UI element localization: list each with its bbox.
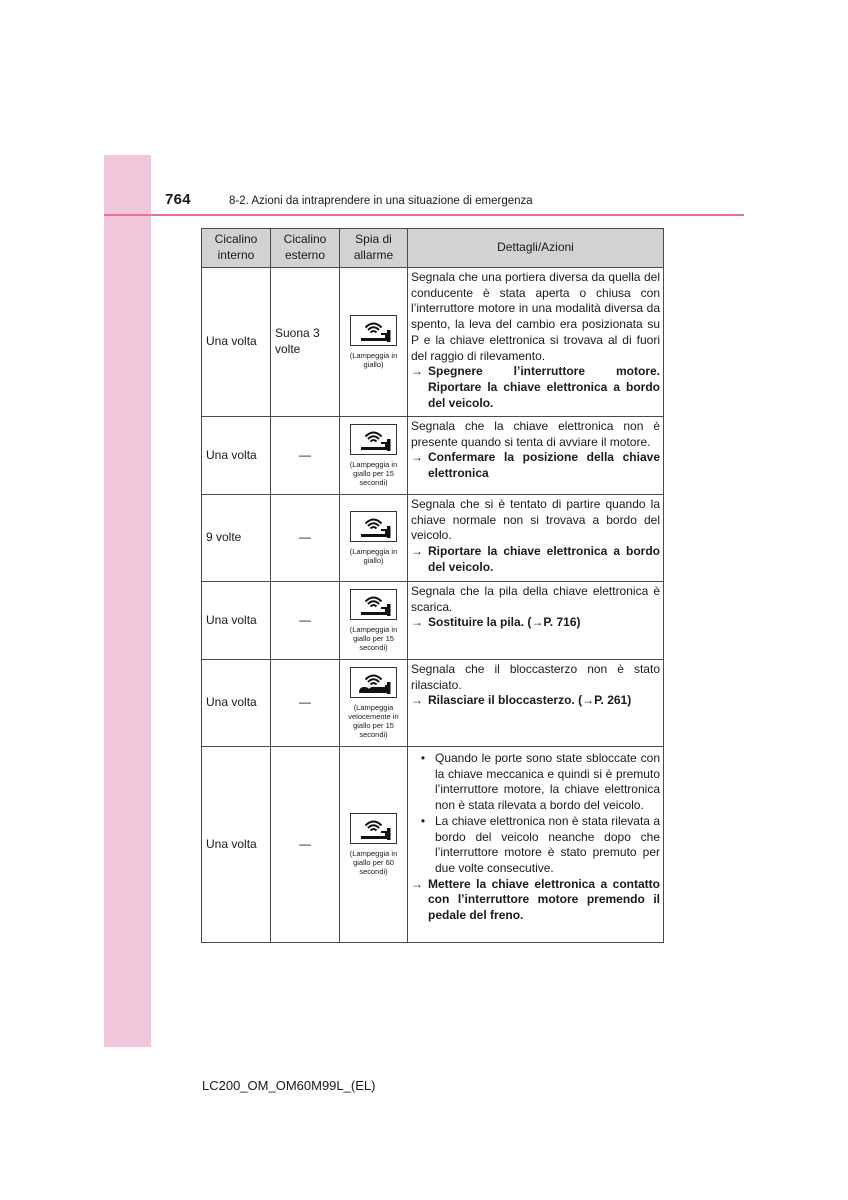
action-line [411,615,660,631]
bullet-mark: • [420,813,426,828]
action-line [411,450,660,481]
arrow-icon: → [411,693,423,708]
details-cell [408,660,664,747]
warning-light-cell [340,495,408,582]
action-text: Sostituire la pila. (→P. 716) [428,615,581,630]
warning-light-cell [340,582,408,660]
action-text: Mettere la chiave elettronica a contatto con l’interruttore motore premendo il pedale del freno. [428,876,660,923]
external-buzzer-cell: — [271,660,340,747]
bullet-item [411,814,660,877]
bullet-item [411,751,660,814]
details-cell [408,417,664,495]
action-text: Riportare la chiave elettronica a bordo del veicolo. [428,544,660,574]
table-row [202,495,664,582]
smart-key-warning-icon [350,511,397,542]
action-text: Spegnere l’interruttore motore. Riportare la chiave elettronica a bordo del veicolo. [428,364,660,410]
smart-key-warning-icon [350,315,397,346]
action-line [411,877,660,924]
action-text: Rilasciare il bloccasterzo. (→P. 261) [428,693,632,708]
details-cell [408,582,664,660]
internal-buzzer-cell: Una volta [202,747,271,943]
details-text: Segnala che una portiera diversa da quella del conducente è stata aperta o chiusa con l’interruttore motore in una modalità diversa da spento, la leva del cambio era posizionata su P e la chiave elettronica si trovava al di fuori del raggio di rilevamento. [411,270,660,363]
external-buzzer-cell: — [271,582,340,660]
bullet-mark: • [420,751,426,765]
bullet-text: La chiave elettronica non è stata rilevata a bordo del veicolo neanche dopo che l’interruttore motore è stato premuto per due volte consecutive. [435,813,660,875]
warning-light-cell [340,747,408,943]
table-row [202,660,664,747]
action-text: Confermare la posizione della chiave elettronica [428,450,660,481]
column-header-warning-light: Spia di allarme [340,229,408,268]
table-row [202,747,664,943]
smart-key-warning-icon [350,424,397,455]
arrow-icon: → [411,876,423,891]
column-header-details: Dettagli/Azioni [408,229,664,268]
arrow-icon: → [411,615,423,630]
header-rule [104,214,744,216]
smart-key-warning-icon [350,813,397,844]
details-text: Segnala che la chiave elettronica non è presente quando si tenta di avviare il motore. [411,419,660,449]
internal-buzzer-cell: Una volta [202,417,271,495]
arrow-icon: → [411,364,423,379]
external-buzzer-cell: — [271,417,340,495]
arrow-icon: → [411,450,423,465]
action-line [411,544,660,575]
internal-buzzer-cell: Una volta [202,268,271,417]
internal-buzzer-cell: Una volta [202,582,271,660]
details-cell [408,747,664,943]
page-number: 764 [165,191,191,208]
warning-light-caption: (Lampeggia in giallo per 15 secondi) [349,460,398,488]
details-cell [408,495,664,582]
external-buzzer-cell: Suona 3 volte [271,268,340,417]
internal-buzzer-cell: Una volta [202,660,271,747]
warning-light-caption: (Lampeggia in giallo) [349,351,398,370]
bullet-text: Quando le porte sono state sbloccate con la chiave meccanica e quindi si è premuto l’interruttore motore, la chiave elettronica non è stata rilevata a bordo del veicolo. [435,751,660,813]
arrow-icon: → [411,544,423,559]
warning-light-caption: (Lampeggia velocemente in giallo per 15 secondi) [348,703,399,740]
action-line [411,364,660,411]
details-text: Segnala che la pila della chiave elettronica è scarica. [411,584,660,614]
smart-key-steering-lock-warning-icon [350,667,397,698]
warning-light-cell [340,268,408,417]
warning-light-cell [340,660,408,747]
warning-light-caption: (Lampeggia in giallo per 15 secondi) [349,625,398,653]
action-line [411,693,660,709]
table-row [202,417,664,495]
details-text: Segnala che il bloccasterzo non è stato rilasciato. [411,662,660,692]
table-row [202,582,664,660]
external-buzzer-cell: — [271,747,340,943]
internal-buzzer-cell: 9 volte [202,495,271,582]
section-side-tab [104,155,151,1047]
section-title: 8-2. Azioni da intraprendere in una situazione di emergenza [229,195,533,207]
details-text: Segnala che si è tentato di partire quando la chiave normale non si trovava a bordo del veicolo. [411,497,660,543]
smart-key-warning-icon [350,589,397,620]
table-row [202,268,664,417]
warning-light-cell [340,417,408,495]
column-header-external: Cicalino esterno [271,229,340,268]
details-cell [408,268,664,417]
document-code: LC200_OM_OM60M99L_(EL) [202,1078,376,1093]
column-header-internal: Cicalino interno [202,229,271,268]
warning-light-caption: (Lampeggia in giallo per 60 secondi) [349,849,398,877]
warning-light-caption: (Lampeggia in giallo) [349,547,398,566]
warning-buzzer-table [201,228,664,943]
table-header-row [202,229,664,268]
external-buzzer-cell: — [271,495,340,582]
